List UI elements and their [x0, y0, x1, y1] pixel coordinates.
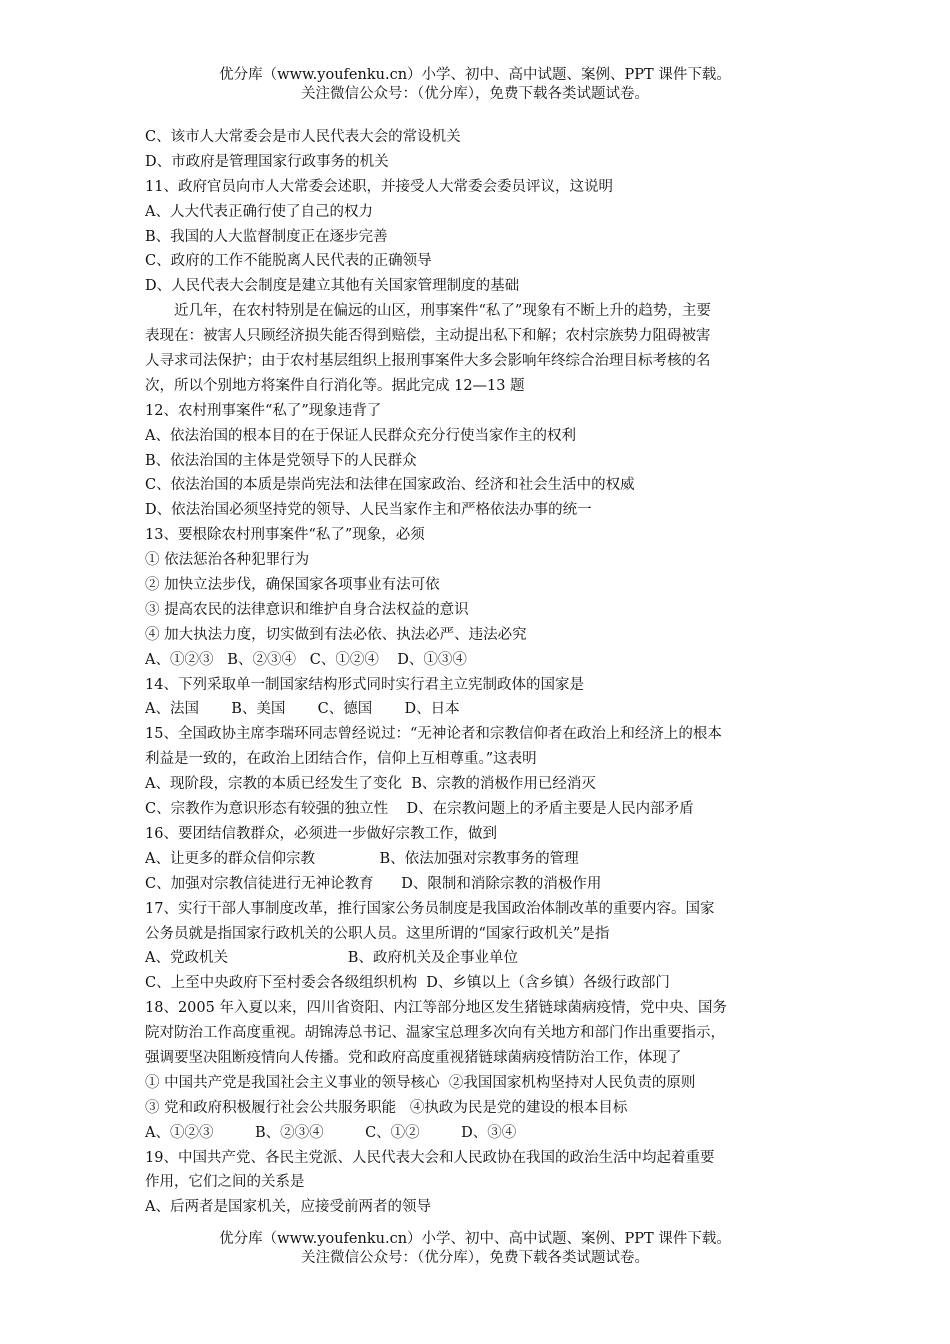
text-line: ③ 提高农民的法律意识和维护自身合法权益的意识	[145, 601, 469, 618]
text-line: A、法国 B、美国 C、德国 D、日本	[145, 701, 460, 718]
text-line: C、依法治国的本质是崇尚宪法和法律在国家政治、经济和社会生活中的权威	[145, 477, 635, 494]
text-line: ② 加快立法步伐，确保国家各项事业有法可依	[145, 577, 440, 594]
question-18: 18、2005 年入夏以来，四川省资阳、内江等部分地区发生猪链球菌病疫情，党中央、国务	[145, 1000, 727, 1017]
footer-line-2: 关注微信公众号：（优分库），免费下载各类试题试卷。	[301, 1250, 649, 1266]
passage-line: 表现在：被害人只顾经济损失能否得到赔偿，主动提出私下和解；农村宗族势力阻碍被害	[145, 328, 711, 345]
question-17: 17、实行干部人事制度改革，推行国家公务员制度是我国政治体制改革的重要内容。国家	[145, 900, 715, 917]
question-16: 16、要团结信教群众，必须进一步做好宗教工作，做到	[145, 825, 497, 842]
passage-line: 人寻求司法保护；由于农村基层组织上报刑事案件大多会影响年终综合治理目标考核的名	[145, 353, 711, 370]
text-line: A、人大代表正确行使了自己的权力	[145, 203, 373, 220]
question-15: 15、全国政协主席李瑞环同志曾经说过：“无神论者和宗教信仰者在政治上和经济上的根本	[145, 726, 722, 743]
text-line: 强调要坚决阻断疫情向人传播。党和政府高度重视猪链球菌病疫情防治工作，体现了	[145, 1049, 682, 1066]
header-line-1: 优分库（www.youfenku.cn）小学、初中、高中试题、案例、PPT 课件下载。	[219, 67, 731, 83]
text-line: 作用，它们之间的关系是	[145, 1174, 305, 1191]
text-line: C、该市人大常委会是市人民代表大会的常设机关	[145, 129, 461, 145]
text-line: B、依法治国的主体是党领导下的人民群众	[145, 452, 417, 469]
document-body	[145, 125, 810, 1220]
passage-line: 次，所以个别地方将案件自行消化等。据此完成 12—13 题	[145, 377, 525, 394]
text-line: A、党政机关 B、政府机关及企事业单位	[145, 950, 518, 967]
text-line: ④ 加大执法力度，切实做到有法必依、执法必严、违法必究	[145, 626, 527, 643]
text-line: A、后两者是国家机关，应接受前两者的领导	[145, 1199, 431, 1216]
question-13: 13、要根除农村刑事案件“私了”现象，必须	[145, 527, 425, 544]
text-line: 院对防治工作高度重视。胡锦涛总书记、温家宝总理多次向有关地方和部门作出重要指示，	[145, 1025, 725, 1042]
header-line-2: 关注微信公众号：（优分库），免费下载各类试题试卷。	[301, 86, 649, 102]
text-line: A、①②③ B、②③④ C、①②④ D、①③④	[145, 651, 467, 668]
text-line: ③ 党和政府积极履行社会公共服务职能 ④执政为民是党的建设的根本目标	[145, 1099, 628, 1116]
text-line: C、加强对宗教信徒进行无神论教育 D、限制和消除宗教的消极作用	[145, 875, 602, 892]
passage-line: 近几年，在农村特别是在偏远的山区，刑事案件“私了”现象有不断上升的趋势，主要	[174, 303, 711, 320]
page-header	[0, 66, 950, 104]
question-11: 11、政府官员向市人大常委会述职，并接受人大常委会委员评议，这说明	[145, 178, 613, 195]
text-line: A、①②③ B、②③④ C、①② D、③④	[145, 1124, 517, 1141]
question-14: 14、下列采取单一制国家结构形式同时实行君主立宪制政体的国家是	[145, 676, 584, 693]
question-19: 19、中国共产党、各民主党派、人民代表大会和人民政协在我国的政治生活中均起着重要	[145, 1149, 715, 1166]
text-line: D、人民代表大会制度是建立其他有关国家管理制度的基础	[145, 278, 520, 295]
text-line: C、政府的工作不能脱离人民代表的正确领导	[145, 253, 432, 270]
text-line: A、让更多的群众信仰宗教 B、依法加强对宗教事务的管理	[145, 850, 579, 867]
text-line: D、依法治国必须坚持党的领导、人民当家作主和严格依法办事的统一	[145, 502, 592, 519]
question-12: 12、农村刑事案件“私了”现象违背了	[145, 402, 382, 419]
footer-line-1: 优分库（www.youfenku.cn）小学、初中、高中试题、案例、PPT 课件下载。	[219, 1231, 731, 1247]
text-line: A、依法治国的根本目的在于保证人民群众充分行使当家作主的权利	[145, 427, 576, 444]
text-line: ① 中国共产党是我国社会主义事业的领导核心 ②我国国家机构坚持对人民负责的原则	[145, 1074, 696, 1091]
text-line: C、上至中央政府下至村委会各级组织机构 D、乡镇以上（含乡镇）各级行政部门	[145, 975, 670, 992]
text-line: 利益是一致的，在政治上团结合作，信仰上互相尊重。”这表明	[145, 751, 537, 768]
text-line: A、现阶段，宗教的本质已经发生了变化 B、宗教的消极作用已经消灭	[145, 776, 596, 793]
text-line: B、我国的人大监督制度正在逐步完善	[145, 228, 388, 245]
text-line: D、市政府是管理国家行政事务的机关	[145, 153, 389, 170]
text-line: ① 依法惩治各种犯罪行为	[145, 552, 310, 569]
text-line: 公务员就是指国家行政机关的公职人员。这里所谓的“国家行政机关”是指	[145, 925, 610, 942]
page-footer	[0, 1230, 950, 1268]
text-line: C、宗教作为意识形态有较强的独立性 D、在宗教问题上的矛盾主要是人民内部矛盾	[145, 801, 694, 818]
